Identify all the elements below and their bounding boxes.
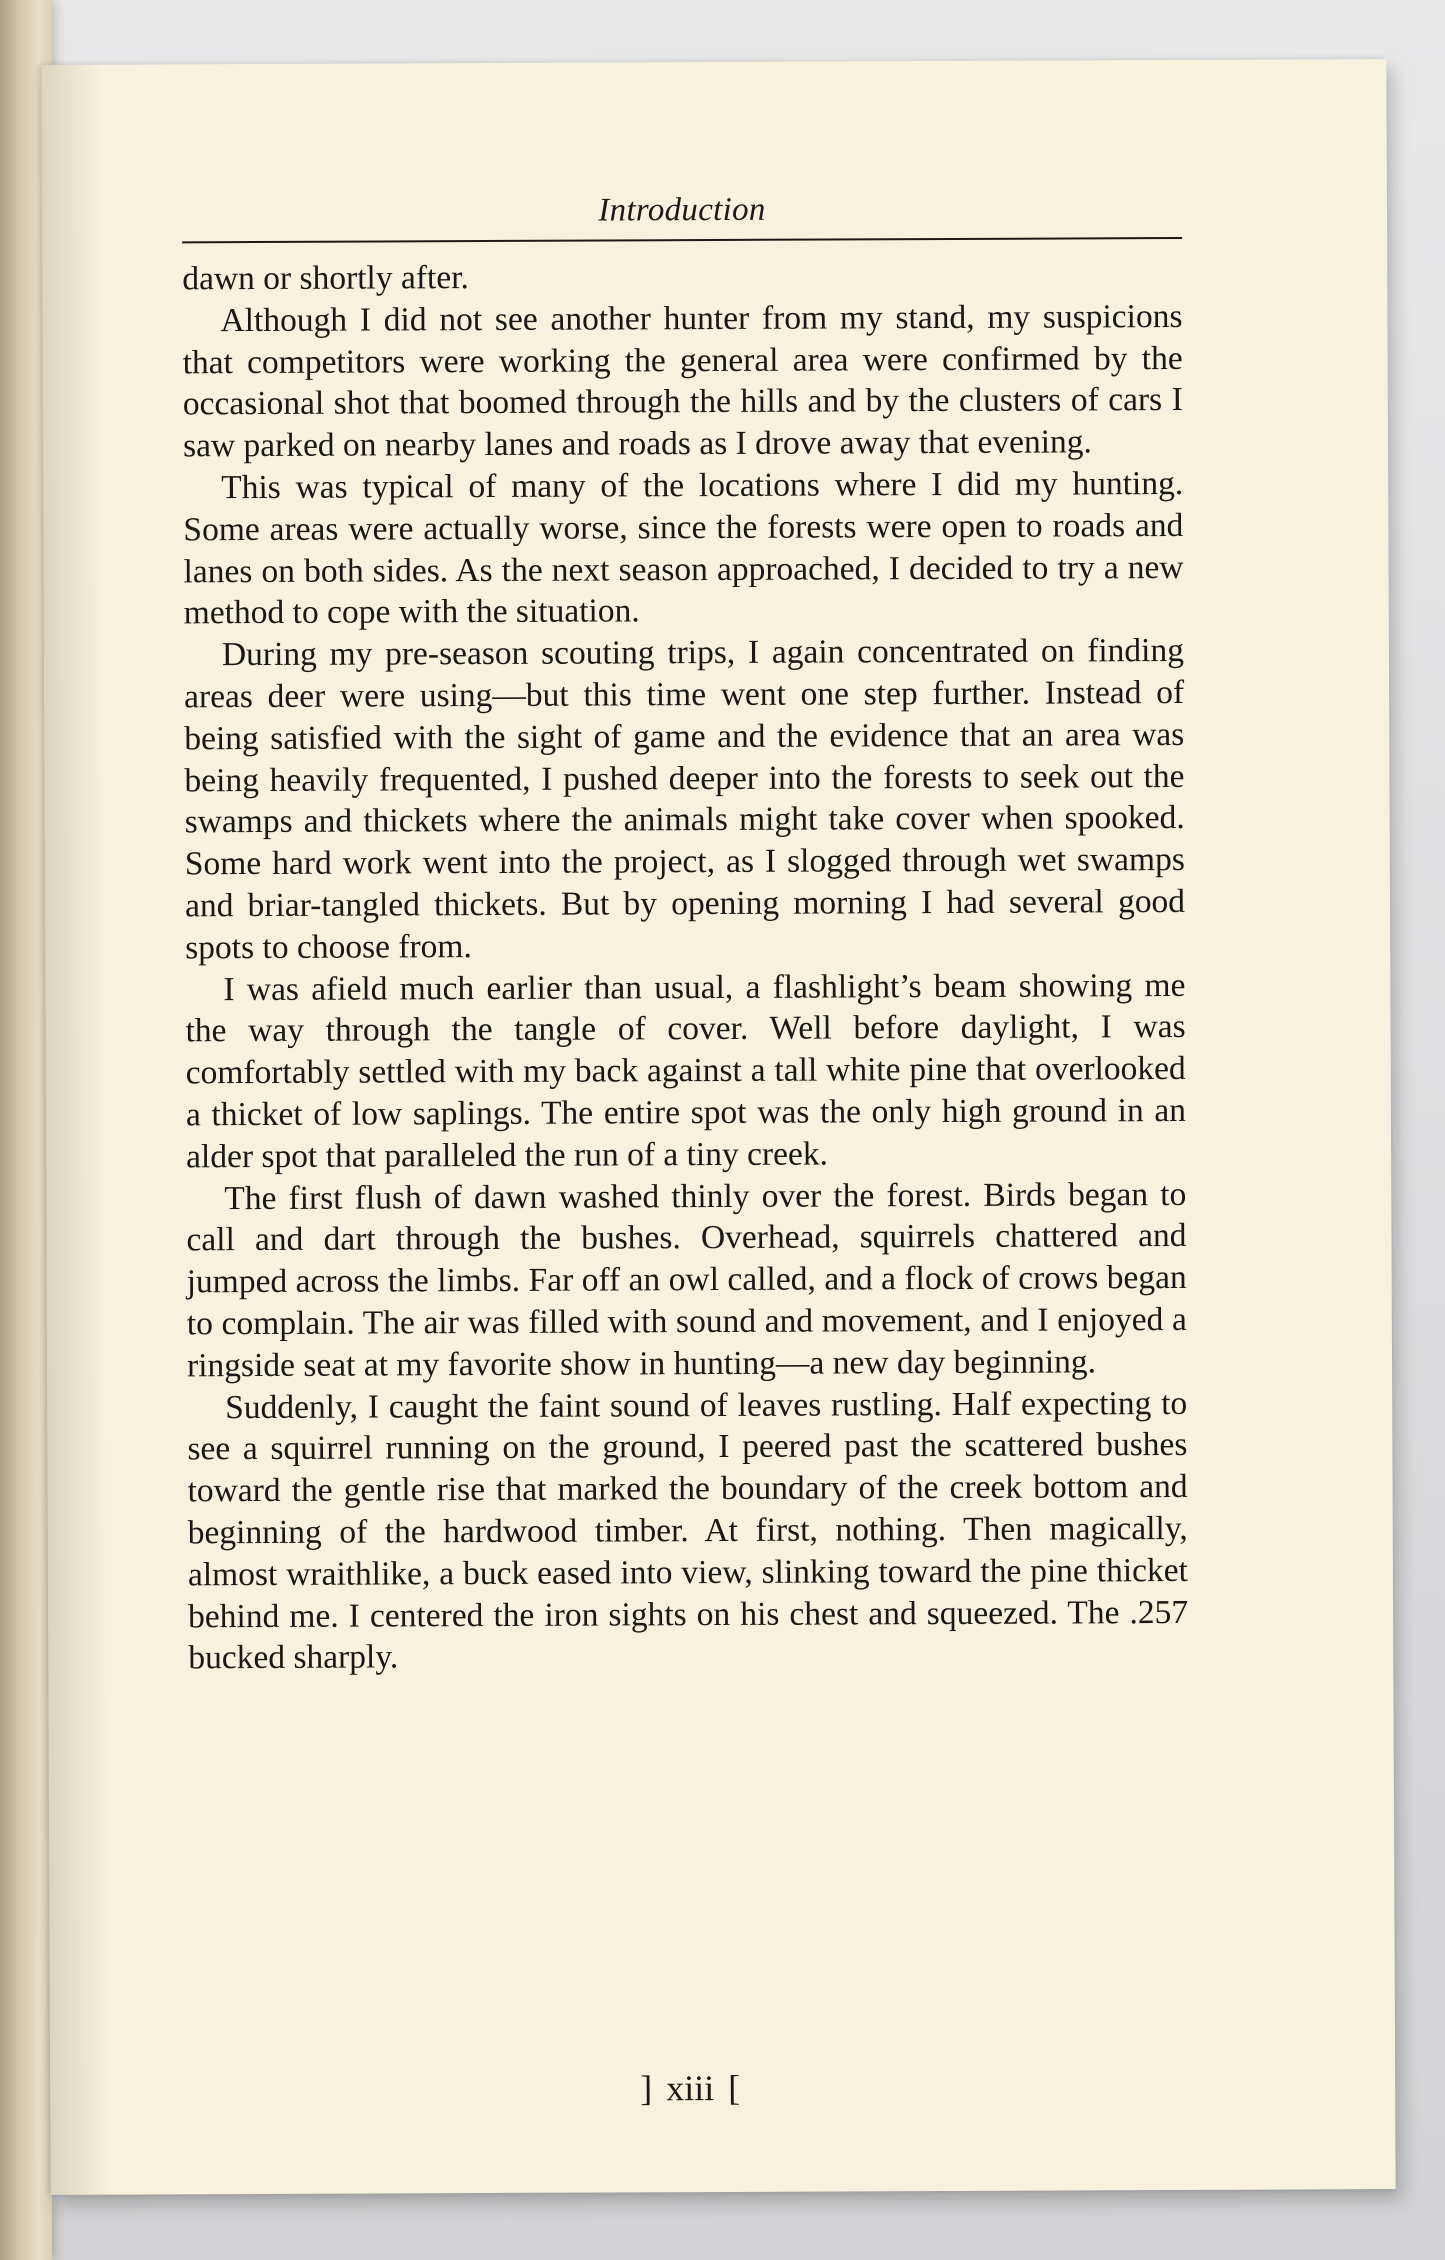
paragraph: The first flush of dawn washed thinly over the forest. Birds began to call and dart through the bushes. Overhead, squirrels chattered and jumped across the limbs. Far off an owl called, and a flock of crows began to complain. The air was filled with sound and movement, and I enjoyed a ringside seat at my favorite show in hunting—a new day beginning.: [186, 1175, 1187, 1385]
paragraph: Suddenly, I caught the faint sound of leaves rustling. Half expecting to see a squirrel running on the ground, I peered past the scattered bushes toward the gentle rise that marked the boundary of the creek bottom and beginning of the hardwood timber. At first, nothing. Then magically, almost wraithlike, a buck eased into view, slinking toward the pine thicket behind me. I centered the iron sights on his chest and squeezed. The .257 bucked sharply.: [187, 1384, 1189, 1677]
header-rule: [182, 237, 1182, 243]
gutter-shadow: [41, 65, 110, 2195]
paragraph: During my pre-season scouting trips, I again concentrated on finding areas deer were using—but this time went one step further. Instead of being satisfied with the sight of game and the evidence that an area was being heavily frequented, I pushed deeper into the forests to seek out the swamps and thickets where the animals might take cover when spooked. Some hard work went into the project, as I slogged through wet swamps and briar-tangled thickets. But by opening morning I had several good spots to choose from.: [184, 632, 1186, 967]
running-head: Introduction: [598, 191, 766, 229]
folio-right-bracket: [: [728, 2067, 741, 2108]
folio-left-bracket: ]: [640, 2068, 653, 2109]
paragraph: I was afield much earlier than usual, a flashlight’s beam showing me the way through the tangle of cover. Well before daylight, I was comfortably settled with my back against a tall white pine that overlooked a thicket of low saplings. The entire spot was the only high ground in an alder spot that paralleled the run of a tiny creek.: [185, 966, 1187, 1176]
paragraph: This was typical of many of the locations where I did my hunting. Some areas were actually worse, since the forests were open to roads and lanes on both sides. As the next season approached, I decided to try a new method to cope with the situation.: [183, 464, 1184, 632]
page-number: [190, 2065, 1190, 2111]
paragraph: Although I did not see another hunter from my stand, my suspicions that competitors were working the general area were confirmed by the occasional shot that boomed through the hills and by the clusters of cars I saw parked on nearby lanes and roads as I drove away that evening.: [182, 297, 1183, 465]
paragraph-continuation: dawn or shortly after.: [182, 259, 469, 298]
body-text: [182, 254, 1188, 1679]
book-page: [41, 59, 1395, 2195]
folio-number: xiii: [666, 2068, 715, 2109]
